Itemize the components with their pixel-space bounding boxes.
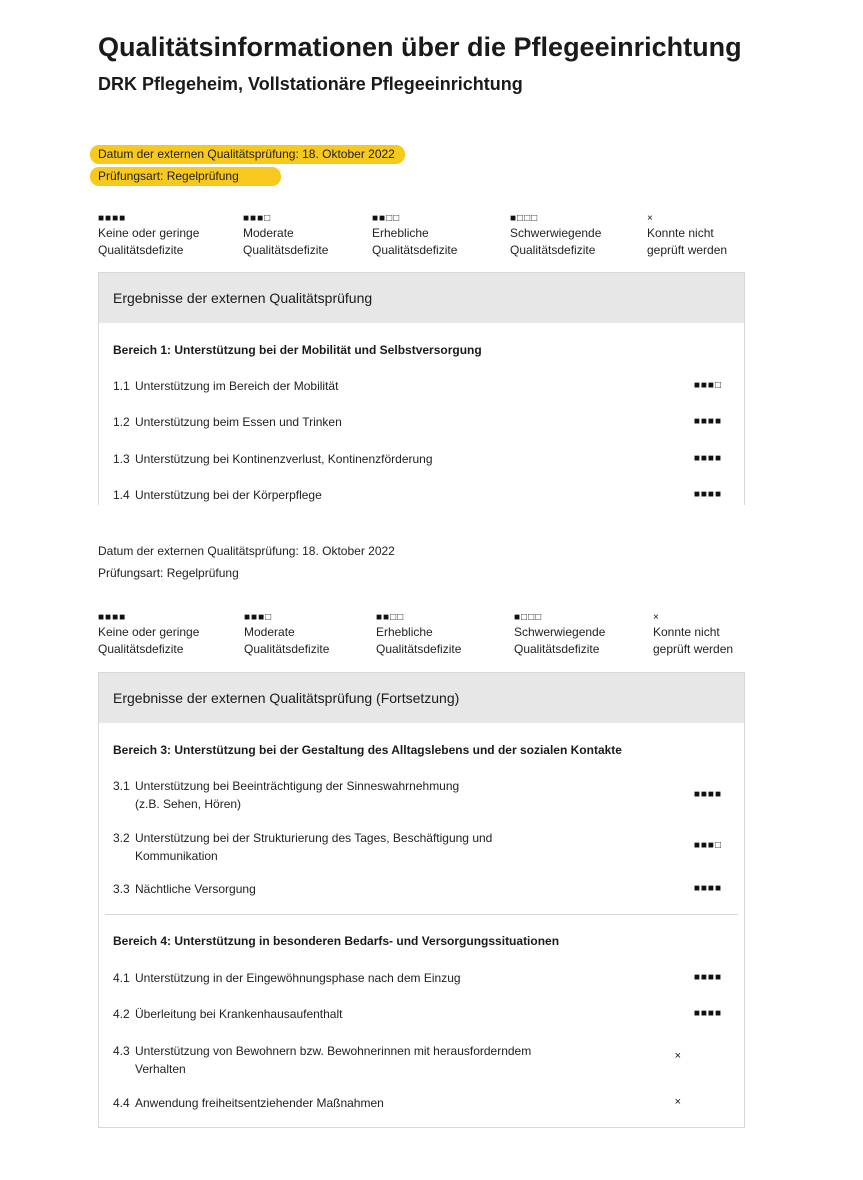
legend-label: Konnte nicht — [647, 226, 714, 240]
row-label: Überleitung bei Krankenhausaufenthalt — [135, 1007, 343, 1021]
legend-label: Keine oder geringe — [98, 226, 200, 240]
results-card — [98, 672, 745, 1128]
row-label-line: (z.B. Sehen, Hören) — [135, 797, 242, 811]
inspection-date: Datum der externen Qualitätsprüfung: 18. Oktober 2022 — [98, 544, 395, 558]
rating-symbol: ■■□□ — [376, 612, 405, 623]
page-title: Qualitätsinformationen über die Pflegeeinrichtung — [98, 32, 742, 62]
row-label: Unterstützung im Bereich der Mobilität — [135, 379, 339, 393]
legend-item — [653, 612, 783, 658]
legend-item — [514, 612, 644, 658]
table-row — [113, 829, 713, 865]
legend-item — [647, 213, 777, 259]
row-number: 4.4 — [113, 1096, 130, 1110]
legend-label: Erhebliche — [376, 625, 433, 639]
legend-label: Qualitätsdefizite — [98, 243, 184, 257]
row-label: Nächtliche Versorgung — [135, 882, 256, 896]
section-heading: Bereich 4: Unterstützung in besonderen Bedarfs- und Versorgungssituationen — [113, 934, 560, 948]
row-label-line: Unterstützung von Bewohnern bzw. Bewohnerinnen mit herausforderndem — [135, 1044, 532, 1058]
row-label-line: Unterstützung bei der Strukturierung des Tages, Beschäftigung und — [135, 831, 493, 845]
not-checked-icon: × — [674, 1050, 682, 1062]
row-label-line: Kommunikation — [135, 849, 218, 863]
rating-symbol: ■■■■ — [98, 213, 127, 224]
table-row — [113, 880, 713, 898]
legend-label: geprüft werden — [653, 642, 734, 656]
row-number: 4.3 — [113, 1044, 130, 1058]
legend-item — [98, 612, 228, 658]
row-label: Unterstützung in der Eingewöhnungsphase nach dem Einzug — [135, 971, 461, 985]
section-divider — [105, 914, 738, 915]
legend-item — [243, 213, 373, 259]
section-heading: Bereich 1: Unterstützung bei der Mobilität und Selbstversorgung — [113, 343, 482, 357]
row-number: 3.3 — [113, 882, 130, 896]
legend-label: Moderate — [243, 226, 294, 240]
rating-symbol: ■■■■ — [693, 789, 722, 800]
table-row — [113, 413, 713, 431]
rating-symbol: ■■■■ — [693, 1008, 722, 1019]
row-number: 1.4 — [113, 488, 130, 502]
rating-symbol: ■■■■ — [693, 972, 722, 983]
row-label — [135, 777, 459, 813]
legend-label: Schwerwiegende — [510, 226, 602, 240]
card-heading: Ergebnisse der externen Qualitätsprüfung (Fortsetzung) — [99, 673, 744, 723]
rating-symbol: ■■■■ — [693, 453, 722, 464]
legend-label: Konnte nicht — [653, 625, 720, 639]
legend-label: Qualitätsdefizite — [510, 243, 596, 257]
row-number: 3.1 — [113, 779, 130, 793]
table-row — [113, 1042, 713, 1078]
results-card — [98, 272, 745, 505]
row-label: Unterstützung bei der Körperpflege — [135, 488, 322, 502]
rating-symbol: ■■■■ — [693, 489, 722, 500]
legend-label: Schwerwiegende — [514, 625, 606, 639]
legend-label: Qualitätsdefizite — [372, 243, 458, 257]
row-number: 1.1 — [113, 379, 130, 393]
rating-symbol: ■■■□ — [693, 840, 722, 851]
table-row — [113, 486, 713, 504]
row-label — [135, 829, 492, 865]
rating-symbol: ■■■■ — [98, 612, 127, 623]
rating-symbol: ■■■■ — [693, 416, 722, 427]
rating-legend — [98, 612, 748, 660]
table-row — [113, 1094, 713, 1112]
row-label — [135, 1042, 531, 1078]
inspection-date-highlight: Datum der externen Qualitätsprüfung: 18. Oktober 2022 — [90, 145, 405, 164]
table-row — [113, 377, 713, 395]
rating-symbol: ■■■■ — [693, 883, 722, 894]
legend-item — [510, 213, 640, 259]
not-checked-icon: × — [674, 1096, 682, 1108]
row-number: 1.2 — [113, 415, 130, 429]
legend-label: Qualitätsdefizite — [243, 243, 329, 257]
legend-label: Moderate — [244, 625, 295, 639]
legend-item — [372, 213, 502, 259]
row-number: 4.1 — [113, 971, 130, 985]
legend-label: Qualitätsdefizite — [376, 642, 462, 656]
row-number: 1.3 — [113, 452, 130, 466]
inspection-type-highlight: Prüfungsart: Regelprüfung — [90, 167, 281, 186]
rating-symbol: ■□□□ — [510, 213, 539, 224]
legend-item — [244, 612, 374, 658]
legend-label: Qualitätsdefizite — [244, 642, 330, 656]
row-label: Unterstützung beim Essen und Trinken — [135, 415, 342, 429]
legend-item — [376, 612, 506, 658]
inspection-type: Prüfungsart: Regelprüfung — [98, 566, 239, 580]
rating-symbol: ■■□□ — [372, 213, 401, 224]
rating-symbol: ■■■□ — [693, 380, 722, 391]
row-number: 3.2 — [113, 831, 130, 845]
table-row — [113, 777, 713, 813]
rating-symbol: ■■■□ — [244, 612, 273, 623]
row-label-line: Verhalten — [135, 1062, 186, 1076]
legend-label: geprüft werden — [647, 243, 728, 257]
rating-legend — [98, 213, 748, 261]
legend-item — [98, 213, 228, 259]
table-row — [113, 450, 713, 468]
rating-symbol: ■■■□ — [243, 213, 272, 224]
row-label-line: Unterstützung bei Beeinträchtigung der Sinneswahrnehmung — [135, 779, 460, 793]
row-label: Anwendung freiheitsentziehender Maßnahmen — [135, 1096, 384, 1110]
legend-label: Qualitätsdefizite — [98, 642, 184, 656]
page-subtitle: DRK Pflegeheim, Vollstationäre Pflegeeinrichtung — [98, 74, 523, 94]
row-label: Unterstützung bei Kontinenzverlust, Kontinenzförderung — [135, 452, 433, 466]
legend-label: Erhebliche — [372, 226, 429, 240]
rating-symbol: × — [653, 612, 660, 623]
section-heading: Bereich 3: Unterstützung bei der Gestaltung des Alltagslebens und der sozialen Kontakte — [113, 743, 622, 757]
legend-label: Keine oder geringe — [98, 625, 200, 639]
table-row — [113, 1005, 713, 1023]
rating-symbol: × — [647, 213, 654, 224]
rating-symbol: ■□□□ — [514, 612, 543, 623]
row-number: 4.2 — [113, 1007, 130, 1021]
card-heading: Ergebnisse der externen Qualitätsprüfung — [99, 273, 744, 323]
legend-label: Qualitätsdefizite — [514, 642, 600, 656]
table-row — [113, 969, 713, 987]
